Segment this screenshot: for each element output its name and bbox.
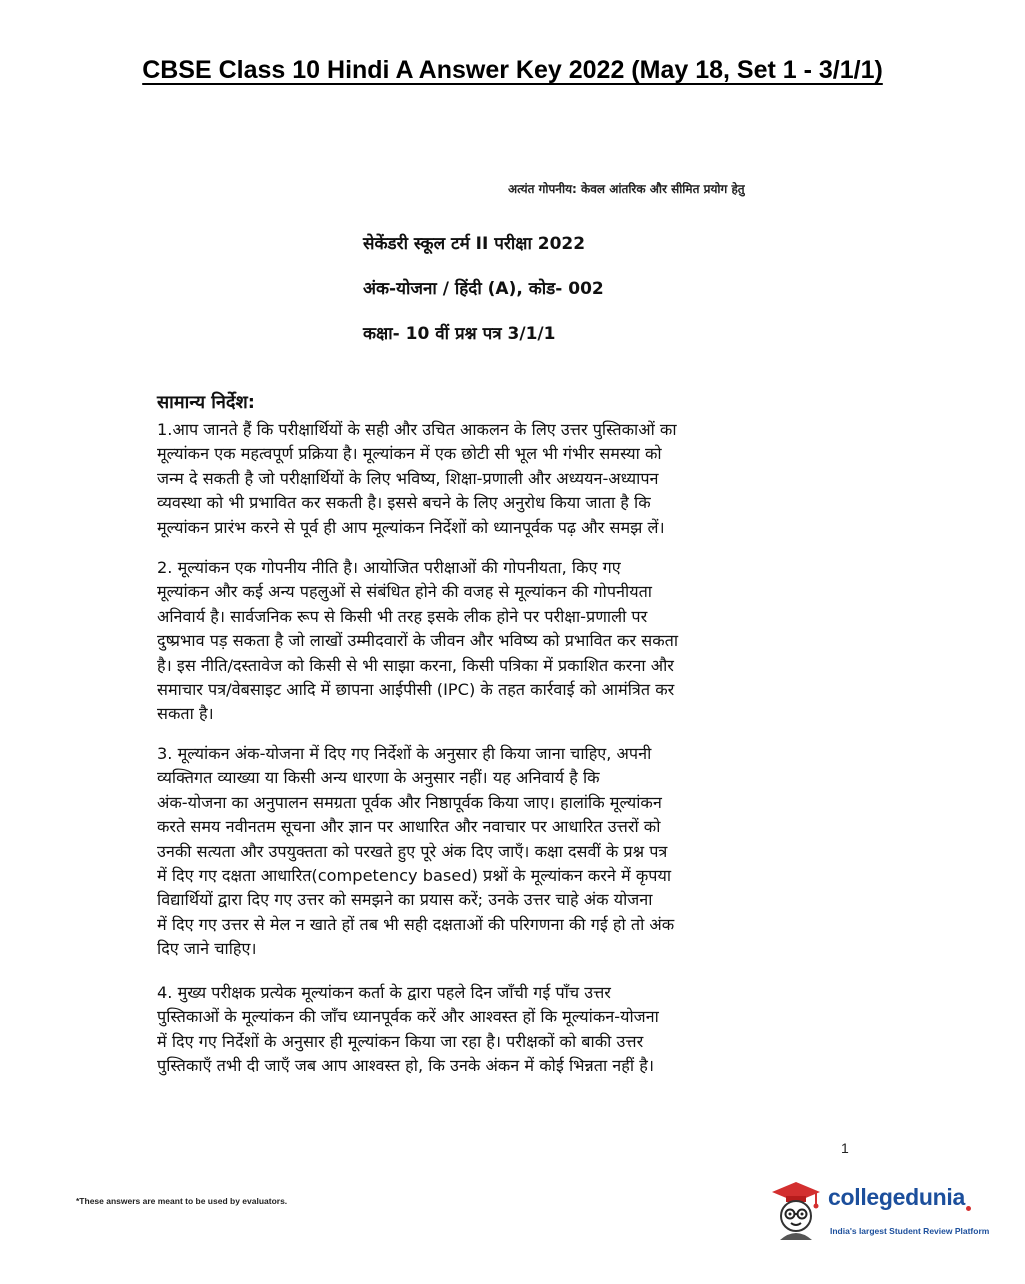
paragraph-line: विद्यार्थियों द्वारा दिए गए उत्तर को समझने का प्रयास करें; उनके उत्तर चाहे अंक योजना	[157, 890, 653, 910]
instruction-paragraph-1	[157, 418, 847, 540]
paragraph-line: व्यवस्था को भी प्रभावित कर सकती है। इससे बचने के लिए अनुरोध किया जाता है कि	[157, 493, 651, 513]
paragraph-line: में दिए गए दक्षता आधारित(competency based) प्रश्नों के मूल्यांकन करने में कृपया	[157, 866, 672, 886]
paragraph-line: दिए जाने चाहिए।	[157, 939, 257, 959]
paragraph-line: 4. मुख्य परीक्षक प्रत्येक मूल्यांकन कर्ता के द्वारा पहले दिन जाँची गई पाँच उत्तर	[157, 983, 611, 1002]
paragraph-line: 2. मूल्यांकन एक गोपनीय नीति है। आयोजित परीक्षाओं की गोपनीयता, किए गए	[157, 558, 621, 577]
class-paper-title: कक्षा- 10 वीं प्रश्न पत्र 3/1/1	[363, 324, 556, 344]
footnote: *These answers are meant to be used by evaluators.	[76, 1196, 288, 1206]
paragraph-line: दुष्प्रभाव पड़ सकता है जो लाखों उम्मीदवारों के जीवन और भविष्य को प्रभावित कर सकता	[157, 631, 679, 651]
paragraph-line: मूल्यांकन और कई अन्य पहलुओं से संबंधित होने की वजह से मूल्यांकन की गोपनीयता	[157, 582, 652, 602]
general-instructions-heading: सामान्य निर्देश:	[157, 392, 255, 413]
paragraph-line: पुस्तिकाओं के मूल्यांकन की जाँच ध्यानपूर्वक करें और आश्वस्त हों कि मूल्यांकन-योजना	[157, 1007, 659, 1027]
brand-name: collegedunia	[828, 1184, 965, 1210]
exam-heading-block	[363, 232, 604, 367]
paragraph-line: अनिवार्य है। सार्वजनिक रूप से किसी भी तरह इसके लीक होने पर परीक्षा-प्रणाली पर	[157, 606, 648, 626]
paragraph-line: है। इस नीति/दस्तावेज को किसी से भी साझा करना, किसी पत्रिका में प्रकाशित करना और	[157, 655, 674, 675]
page-number: 1	[841, 1140, 849, 1156]
collegedunia-brand	[766, 1176, 996, 1246]
brand-tagline: India's largest Student Review Platform	[830, 1226, 990, 1236]
confidential-note: अत्यंत गोपनीय: केवल आंतरिक और सीमित प्रयोग हेतु	[508, 182, 745, 196]
paragraph-line: में दिए गए निर्देशों के अनुसार ही मूल्यांकन किया जा रहा है। परीक्षकों को बाकी उत्तर	[157, 1031, 644, 1051]
paragraph-line: अंक-योजना का अनुपालन समग्रता पूर्वक और निष्ठापूर्वक किया जाए। हालांकि मूल्यांकन	[157, 792, 662, 812]
paragraph-line: करते समय नवीनतम सूचना और ज्ञान पर आधारित और नवाचार पर आधारित उत्तरों को	[157, 817, 661, 837]
paragraph-line: 3. मूल्यांकन अंक-योजना में दिए गए निर्देशों के अनुसार ही किया जाना चाहिए, अपनी	[157, 744, 652, 763]
paragraph-line: मूल्यांकन एक महत्वपूर्ण प्रक्रिया है। मूल्यांकन में एक छोटी सी भूल भी गंभीर समस्या को	[157, 444, 662, 464]
paragraph-line: मूल्यांकन प्रारंभ करने से पूर्व ही आप मूल्यांकन निर्देशों को ध्यानपूर्वक पढ़ और समझ लें।	[157, 517, 665, 537]
instruction-paragraph-2	[157, 556, 847, 727]
instruction-paragraph-4	[157, 981, 847, 1079]
paragraph-line: समाचार पत्र/वेबसाइट आदि में छापना आईपीसी (IPC) के तहत कार्रवाई को आमंत्रित कर	[157, 680, 675, 700]
paragraph-line: व्यक्तिगत व्याख्या या किसी अन्य धारणा के अनुसार नहीं। यह अनिवार्य है कि	[157, 768, 600, 788]
marking-scheme-title: अंक-योजना / हिंदी (A), कोड- 002	[363, 279, 604, 299]
student-mascot-icon	[766, 1176, 826, 1242]
paragraph-line: 1.आप जानते हैं कि परीक्षार्थियों के सही और उचित आकलन के लिए उत्तर पुस्तिकाओं का	[157, 420, 677, 439]
brand-accent-icon	[966, 1206, 971, 1211]
paragraph-line: सकता है।	[157, 704, 214, 724]
paragraph-line: जन्म दे सकती है जो परीक्षार्थियों के लिए भविष्य, शिक्षा-प्रणाली और अध्ययन-अध्यापन	[157, 468, 659, 488]
paragraph-line: पुस्तिकाएँ तभी दी जाएँ जब आप आश्वस्त हो, कि उनके अंकन में कोई भिन्नता नहीं है।	[157, 1056, 654, 1076]
paragraph-line: में दिए गए उत्तर से मेल न खाते हों तब भी सही दक्षताओं की परिगणना की गई हो तो अंक	[157, 914, 675, 934]
instruction-paragraph-3	[157, 742, 847, 962]
exam-title: सेकेंडरी स्कूल टर्म II परीक्षा 2022	[363, 234, 586, 254]
paragraph-line: उनकी सत्यता और उपयुक्तता को परखते हुए पूरे अंक दिए जाएँ। कक्षा दसवीं के प्रश्न पत्र	[157, 841, 668, 861]
document-title: CBSE Class 10 Hindi A Answer Key 2022 (May 18, Set 1 - 3/1/1)	[142, 56, 883, 84]
